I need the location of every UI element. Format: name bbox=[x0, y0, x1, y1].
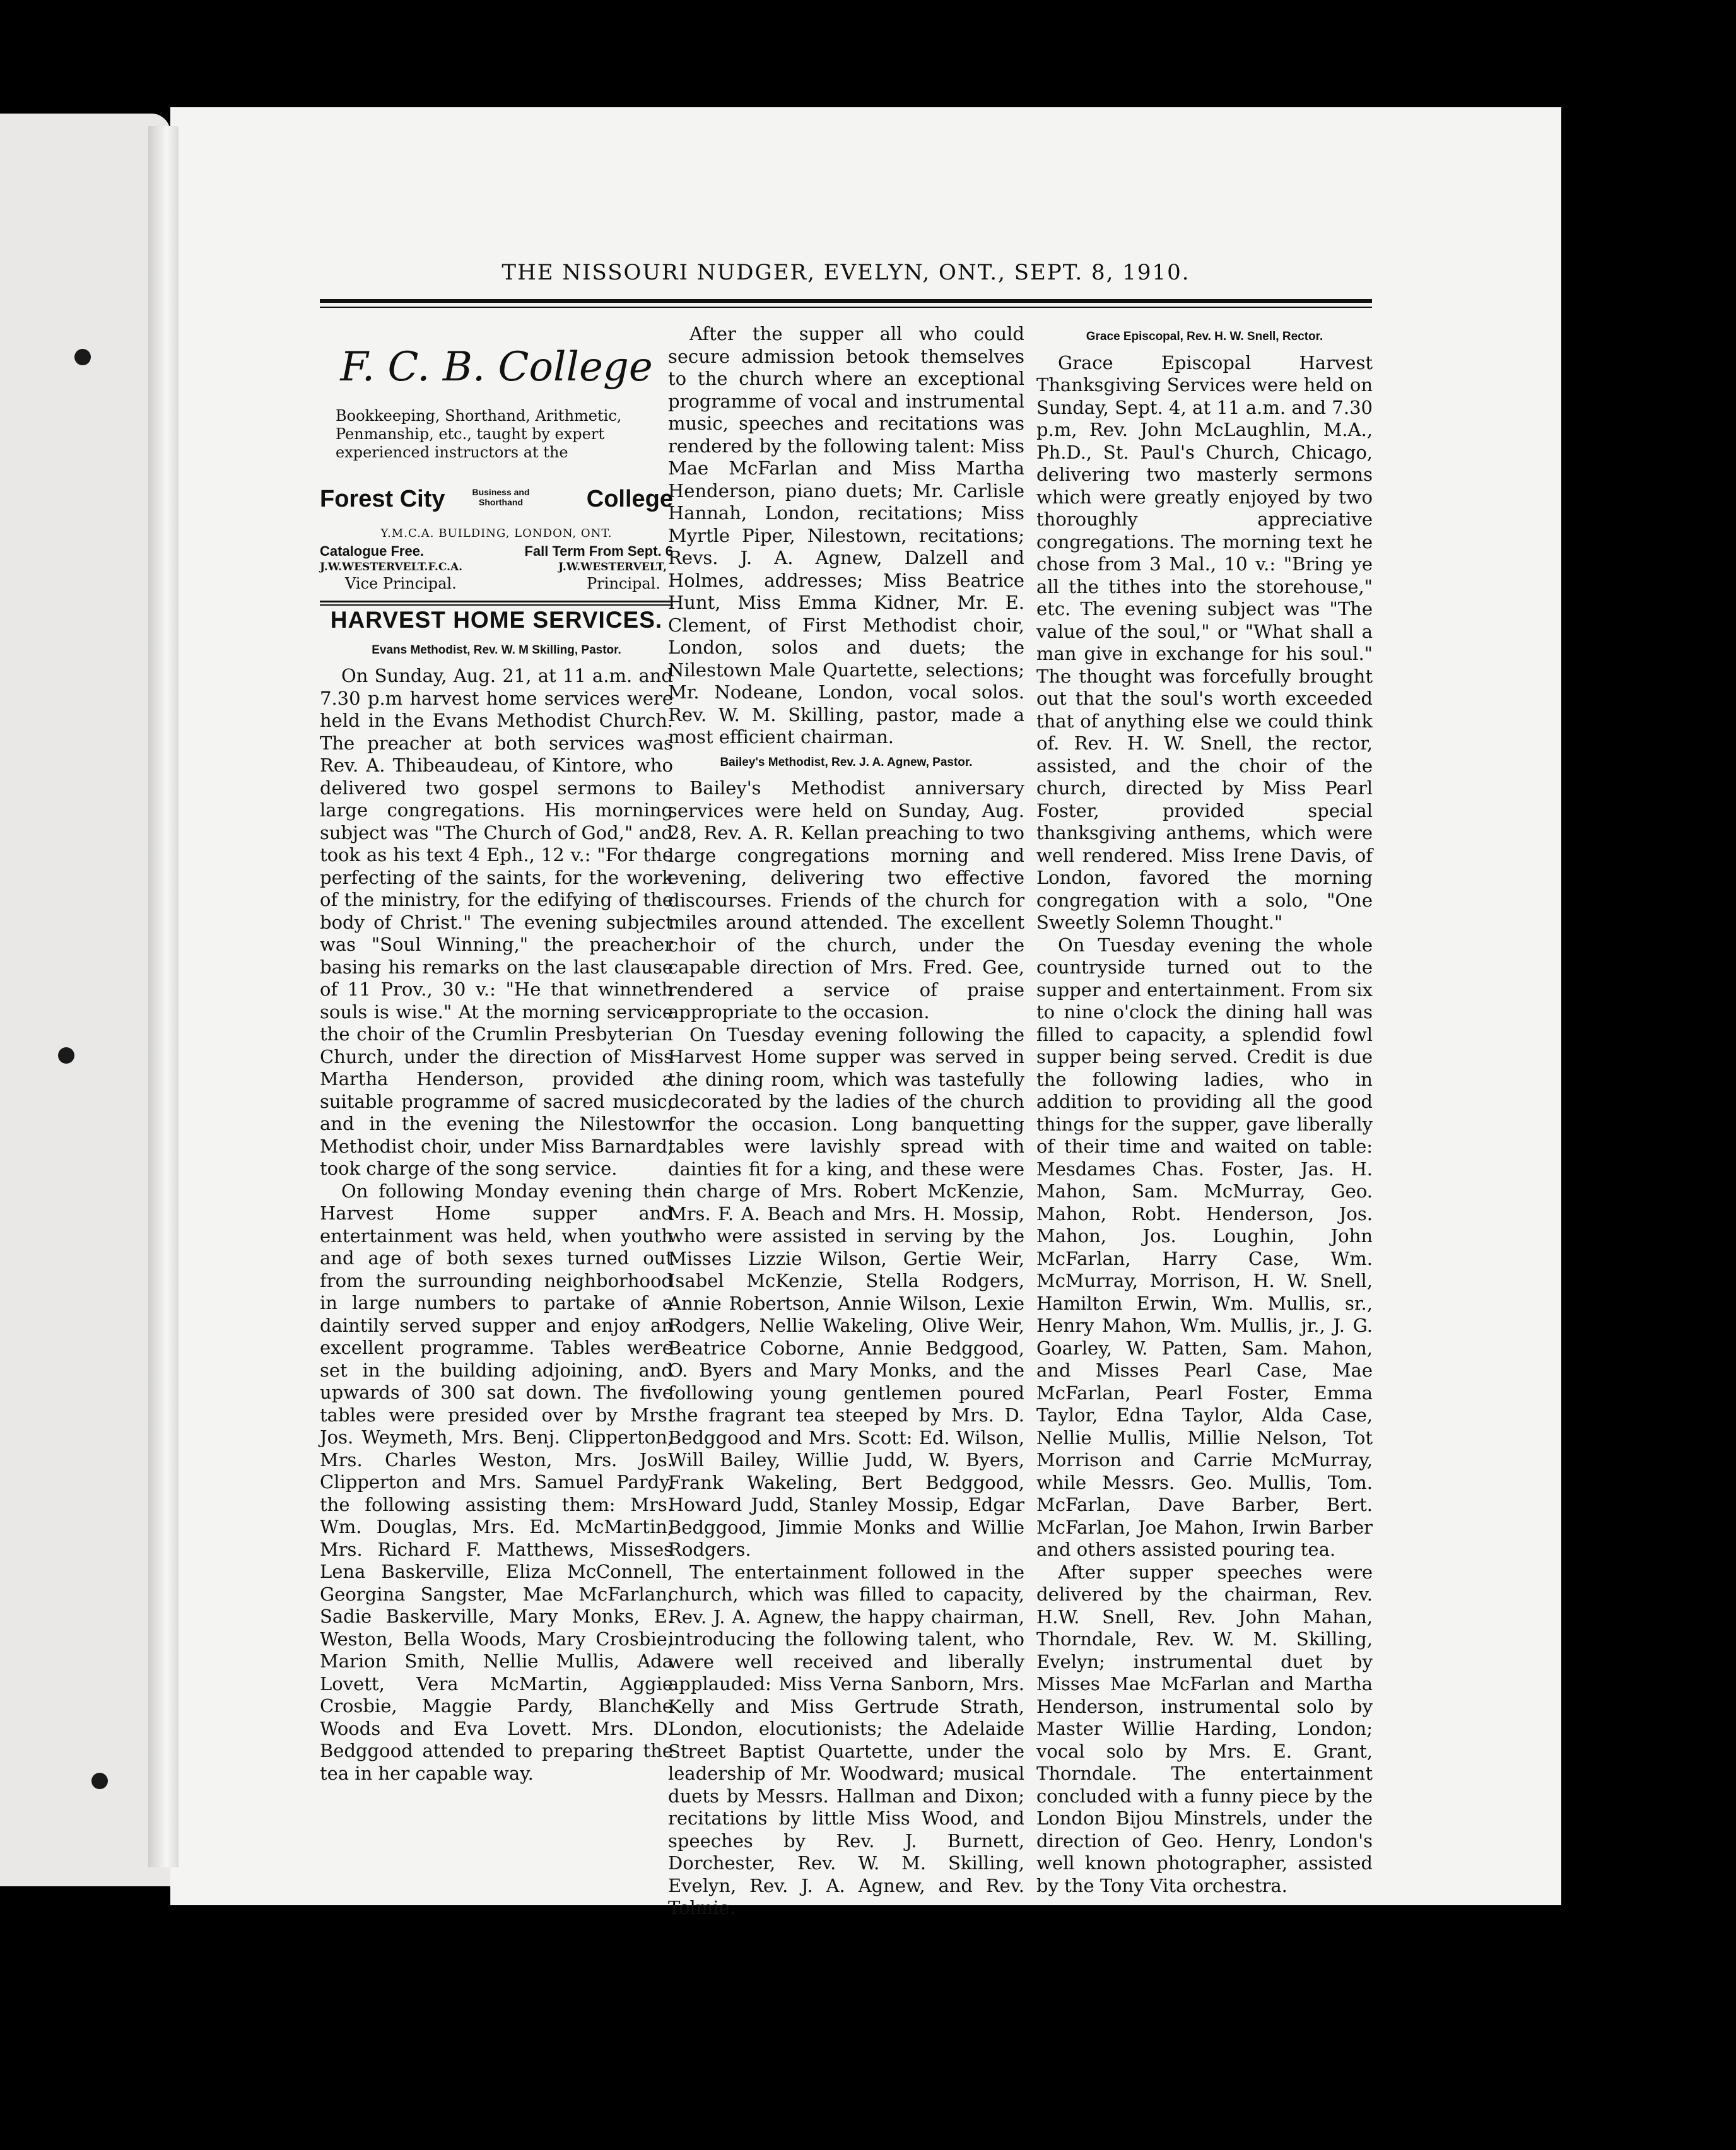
section-byline-grace: Grace Episcopal, Rev. H. W. Snell, Rector. bbox=[1086, 330, 1323, 343]
principals-names bbox=[320, 561, 673, 573]
paragraph: Grace Episcopal Harvest Thanksgiving Services were held on Sunday, Sept. 4, at 11 a.m. and 7.30 p.m, Rev. John McLaughlin, M.A., Ph.D., St. Paul's Church, Chicago, delivering two masterly sermons which were greatly enjoyed by two thoroughly appreciative congregations. The morning text he chose from 3 Mal., 10 v.: "Bring ye all the tithes into the storehouse," etc. The evening subject was "The value of the soul," or "What shall a man give in exchange for his soul." The thought was forcefully brought out that the soul's worth exceeded that of anything else we could think of. Rev. H. W. Snell, the rector, assisted, and the choir of the church, directed by Miss Pearl Foster, provided special thanksgiving anthems, which were well rendered. Miss Irene Davis, of London, favored the morning congregation with a solo, "One Sweetly Solemn Thought." bbox=[1036, 351, 1373, 933]
section-byline-evans: Evans Methodist, Rev. W. M Skilling, Pastor. bbox=[372, 643, 621, 657]
paragraph: On Sunday, Aug. 21, at 11 a.m. and 7.30 p.m harvest home services were held in the Evans Methodist Church. The preacher at both services was Rev. A. Thibeaudeau, of Kintore, who delivered two gospel sermons to large congregations. His morning subject was "The Church of God," and took as his text 4 Eph., 12 v.: "For the perfecting of the saints, for the work of the ministry, for the edifying of the body of Christ." The evening subject was "Soul Winning," the preacher basing his remarks on the last clause of 11 Prov., 30 v.: "He that winneth souls is wise." At the morning service the choir of the Crumlin Presbyterian Church, under the direction of Miss Martha Henderson, provided a suitable programme of sacred music, and in the evening the Nilestown Methodist choir, under Miss Barnard, took charge of the song service. bbox=[320, 665, 673, 1179]
masthead: THE NISSOURI NUDGER, EVELYN, ONT., SEPT. 8, 1910. bbox=[501, 260, 1190, 285]
paragraph: The entertainment followed in the church, which was filled to capacity, Rev. J. A. Agnew, the happy chairman, introducing the following talent, who were well received and liberally applauded: Miss Verna Sanborn, Mrs. Kelly and Miss Gertrude Strath, London, elocutionists; the Adelaide Street Baptist Quartette, under the leadership of Mr. Woodward; musical duets by Messrs. Hallman and Dixon; recitations by little Miss Wood, and speeches by Rev. J. Burnett, Dorchester, Rev. W. M. Skilling, Evelyn, Rev. J. A. Agnew, and Rev. Tolmie. bbox=[668, 1561, 1024, 1918]
college-name bbox=[320, 486, 673, 524]
binding-hole bbox=[74, 349, 91, 365]
paragraph: After supper speeches were delivered by the chairman, Rev. H.W. Snell, Rev. John Mahan, Thorndale, Rev. W. M. Skilling, Evelyn; instrumental duet by Misses Mae McFarlan and Martha Henderson, instrumental solo by Master Willie Harding, London; vocal solo by Mrs. E. Grant, Thorndale. The entertainment concluded with a funny piece by the London Bijou Minstrels, under the direction of Geo. Henry, London's well known photographer, assisted by the Tony Vita orchestra. bbox=[1036, 1561, 1373, 1896]
vice-principal-title: Vice Principal. bbox=[345, 575, 457, 592]
masthead-rule-thin bbox=[320, 307, 1372, 308]
paragraph: Bailey's Methodist anniversary services were held on Sunday, Aug. 28, Rev. A. R. Kellan preaching to two large congregations morning and evening, delivering two effective discourses. Friends of the church for miles around attended. The excellent choir of the church, under the capable direction of Mrs. Fred. Gee, rendered a service of praise appropriate to the occasion. bbox=[668, 777, 1024, 1023]
page-gutter bbox=[148, 126, 179, 1867]
column-2 bbox=[668, 323, 1024, 1920]
vice-principal-name: J.W.WESTERVELT.F.C.A. bbox=[320, 561, 463, 573]
term-text: Fall Term From Sept. 6 bbox=[524, 543, 673, 559]
college-advertisement bbox=[320, 325, 673, 596]
paragraph: On following Monday evening the Harvest Home supper and entertainment was held, when youth and age of both sexes turned out from the surrounding neighborhood in large numbers to partake of a daintily served supper and enjoy an excellent programme. Tables were set in the building adjoining, and upwards of 300 sat down. The five tables were presided over by Mrs. Jos. Weymeth, Mrs. Benj. Clipperton, Mrs. Charles Weston, Mrs. Jos. Clipperton and Mrs. Samuel Pardy, the following assisting them: Mrs. Wm. Douglas, Mrs. Ed. McMartin, Mrs. Richard F. Matthews, Misses Lena Baskerville, Eliza McConnell, Georgina Sangster, Mae McFarlan, Sadie Baskerville, Mary Monks, E. Weston, Bella Woods, Mary Crosbie, Marion Smith, Nellie Mullis, Ada Lovett, Vera McMartin, Aggie Crosbie, Maggie Pardy, Blanche Woods and Eva Lovett. Mrs. D. Bedggood attended to preparing the tea in her capable way. bbox=[320, 1180, 673, 1784]
college-name-city: Forest City bbox=[320, 486, 445, 512]
facing-page bbox=[0, 114, 170, 1886]
college-name-sub: Business and Shorthand bbox=[472, 487, 530, 507]
principal-name: J.W.WESTERVELT, bbox=[558, 561, 667, 573]
masthead-rule bbox=[320, 299, 1372, 303]
college-logo bbox=[320, 338, 673, 394]
column-3 bbox=[1036, 323, 1373, 1897]
catalogue-text: Catalogue Free. bbox=[320, 543, 425, 559]
ad-description: Bookkeeping, Shorthand, Arithmetic, Penmanship, etc., taught by expert experienced instructors at the bbox=[336, 407, 622, 461]
paragraph: After the supper all who could secure admission betook themselves to the church where an exceptional programme of vocal and instrumental music, speeches and recitations was rendered by the following talent: Miss Mae McFarlan and Miss Martha Henderson, piano duets; Mr. Carlisle Hannah, London, recitations; Miss Myrtle Piper, Nilestown, recitations; Revs. J. A. Agnew, Dalzell and Holmes, addresses; Miss Beatrice Hunt, Miss Emma Kidner, Mr. E. Clement, of First Methodist choir, London, solos and duets; the Nilestown Male Quartette, selections; Mr. Nodeane, London, vocal solos. Rev. W. M. Skilling, pastor, made a most efficient chairman. bbox=[668, 323, 1024, 748]
college-name-word: College bbox=[586, 486, 673, 512]
section-byline-baileys: Bailey's Methodist, Rev. J. A. Agnew, Pastor. bbox=[720, 755, 973, 769]
paragraph: On Tuesday evening the whole countryside turned out to the supper and entertainment. From six to nine o'clock the dining hall was filled to capacity, a splendid fowl supper being served. Credit is due the following ladies, who in addition to providing all the good things for the supper, gave liberally of their time and waited on table: Mesdames Chas. Foster, Jas. H. Mahon, Sam. McMurray, Geo. Mahon, Robt. Henderson, Jos. Mahon, Jos. Loughin, John McFarlan, Harry Case, Wm. McMurray, Morrison, H. W. Snell, Hamilton Erwin, Wm. Mullis, sr., Henry Mahon, Wm. Mullis, jr., J. G. Goarley, W. Patten, Sam. Mahon, and Misses Pearl Case, Mae McFarlan, Pearl Foster, Emma Taylor, Edna Taylor, Alda Case, Nellie Mullis, Millie Nelson, Tot Morrison and Carrie McMurray, while Messrs. Geo. Mullis, Tom. McFarlan, Dave Barber, Bert. McFarlan, Joe Mahon, Irwin Barber and others assisted pouring tea. bbox=[1036, 934, 1373, 1560]
column-1 bbox=[320, 596, 673, 1785]
college-address: Y.M.C.A. BUILDING, LONDON, ONT. bbox=[380, 527, 613, 540]
binding-hole bbox=[91, 1773, 108, 1789]
catalogue-line bbox=[320, 543, 673, 560]
principal-title: Principal. bbox=[587, 575, 660, 592]
paragraph: On Tuesday evening following the Harvest Home supper was served in the dining room, which was tastefully decorated by the ladies of the church for the occasion. Long banquetting tables were lavishly spread with dainties fit for a king, and these were in charge of Mrs. Robert McKenzie, Mrs. F. A. Beach and Mrs. H. Mossip, who were assisted in serving by the Misses Lizzie Wilson, Gertie Weir, Isabel McKenzie, Stella Rodgers, Annie Robertson, Annie Wilson, Lexie Rodgers, Nellie Wakeling, Olive Weir, Beatrice Coborne, Annie Bedggood, O. Byers and Mary Monks, and the following young gentlemen poured the fragrant tea steeped by Mrs. D. Bedggood and Mrs. Scott: Ed. Wilson, Will Bailey, Willie Judd, W. Byers, Frank Wakeling, Bert Bedggood, Howard Judd, Stanley Mossip, Edgar Bedggood, Jimmie Monks and Willie Rodgers. bbox=[668, 1023, 1024, 1560]
article-headline: HARVEST HOME SERVICES. bbox=[330, 607, 663, 633]
svg-text:F. C. B. College: F. C. B. College bbox=[340, 344, 653, 391]
binding-hole bbox=[58, 1047, 74, 1064]
